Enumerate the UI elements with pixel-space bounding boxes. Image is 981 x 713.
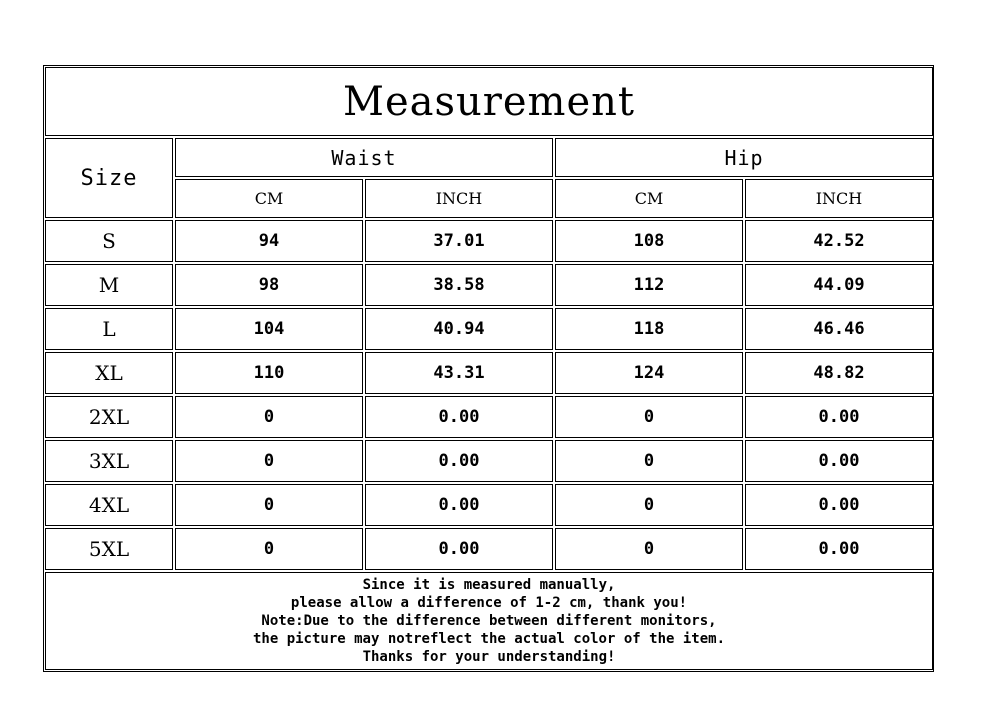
waist-inch-cell: 38.58 xyxy=(365,264,553,306)
hip-cm-header: CM xyxy=(555,179,743,218)
table-title: Measurement xyxy=(45,67,933,136)
hip-inch-cell: 0.00 xyxy=(745,484,933,526)
note-line: the picture may notreflect the actual color of the item. xyxy=(252,631,725,647)
hip-cm-cell: 0 xyxy=(555,396,743,438)
size-cell: 2XL xyxy=(45,396,173,438)
waist-cm-cell: 0 xyxy=(175,484,363,526)
hip-cm-cell: 118 xyxy=(555,308,743,350)
hip-cm-cell: 112 xyxy=(555,264,743,306)
note-line: please allow a difference of 1-2 cm, thank you! xyxy=(290,595,688,611)
hip-inch-cell: 46.46 xyxy=(745,308,933,350)
size-cell: L xyxy=(45,308,173,350)
hip-cm-cell: 0 xyxy=(555,440,743,482)
waist-column-header: Waist xyxy=(175,138,553,177)
waist-inch-cell: 40.94 xyxy=(365,308,553,350)
hip-inch-cell: 42.52 xyxy=(745,220,933,262)
hip-inch-header: INCH xyxy=(745,179,933,218)
waist-inch-cell: 43.31 xyxy=(365,352,553,394)
waist-cm-cell: 98 xyxy=(175,264,363,306)
waist-inch-cell: 0.00 xyxy=(365,396,553,438)
hip-inch-cell: 0.00 xyxy=(745,440,933,482)
waist-cm-header: CM xyxy=(175,179,363,218)
hip-cm-cell: 108 xyxy=(555,220,743,262)
size-column-header: Size xyxy=(45,138,173,218)
waist-cm-cell: 0 xyxy=(175,440,363,482)
waist-inch-cell: 0.00 xyxy=(365,484,553,526)
hip-cm-cell: 124 xyxy=(555,352,743,394)
size-cell: XL xyxy=(45,352,173,394)
waist-cm-cell: 0 xyxy=(175,396,363,438)
note-line: Thanks for your understanding! xyxy=(362,649,616,665)
note-line: Since it is measured manually, xyxy=(362,577,616,593)
waist-cm-cell: 110 xyxy=(175,352,363,394)
size-cell: M xyxy=(45,264,173,306)
waist-inch-cell: 0.00 xyxy=(365,528,553,570)
waist-cm-cell: 94 xyxy=(175,220,363,262)
size-cell: 3XL xyxy=(45,440,173,482)
hip-cm-cell: 0 xyxy=(555,484,743,526)
waist-inch-cell: 0.00 xyxy=(365,440,553,482)
waist-cm-cell: 104 xyxy=(175,308,363,350)
hip-column-header: Hip xyxy=(555,138,933,177)
hip-inch-cell: 0.00 xyxy=(745,396,933,438)
waist-inch-header: INCH xyxy=(365,179,553,218)
waist-cm-cell: 0 xyxy=(175,528,363,570)
size-cell: S xyxy=(45,220,173,262)
hip-cm-cell: 0 xyxy=(555,528,743,570)
hip-inch-cell: 0.00 xyxy=(745,528,933,570)
hip-inch-cell: 48.82 xyxy=(745,352,933,394)
waist-inch-cell: 37.01 xyxy=(365,220,553,262)
hip-inch-cell: 44.09 xyxy=(745,264,933,306)
size-cell: 5XL xyxy=(45,528,173,570)
note-line: Note:Due to the difference between different monitors, xyxy=(261,613,717,629)
size-cell: 4XL xyxy=(45,484,173,526)
disclaimer-note xyxy=(45,572,933,670)
